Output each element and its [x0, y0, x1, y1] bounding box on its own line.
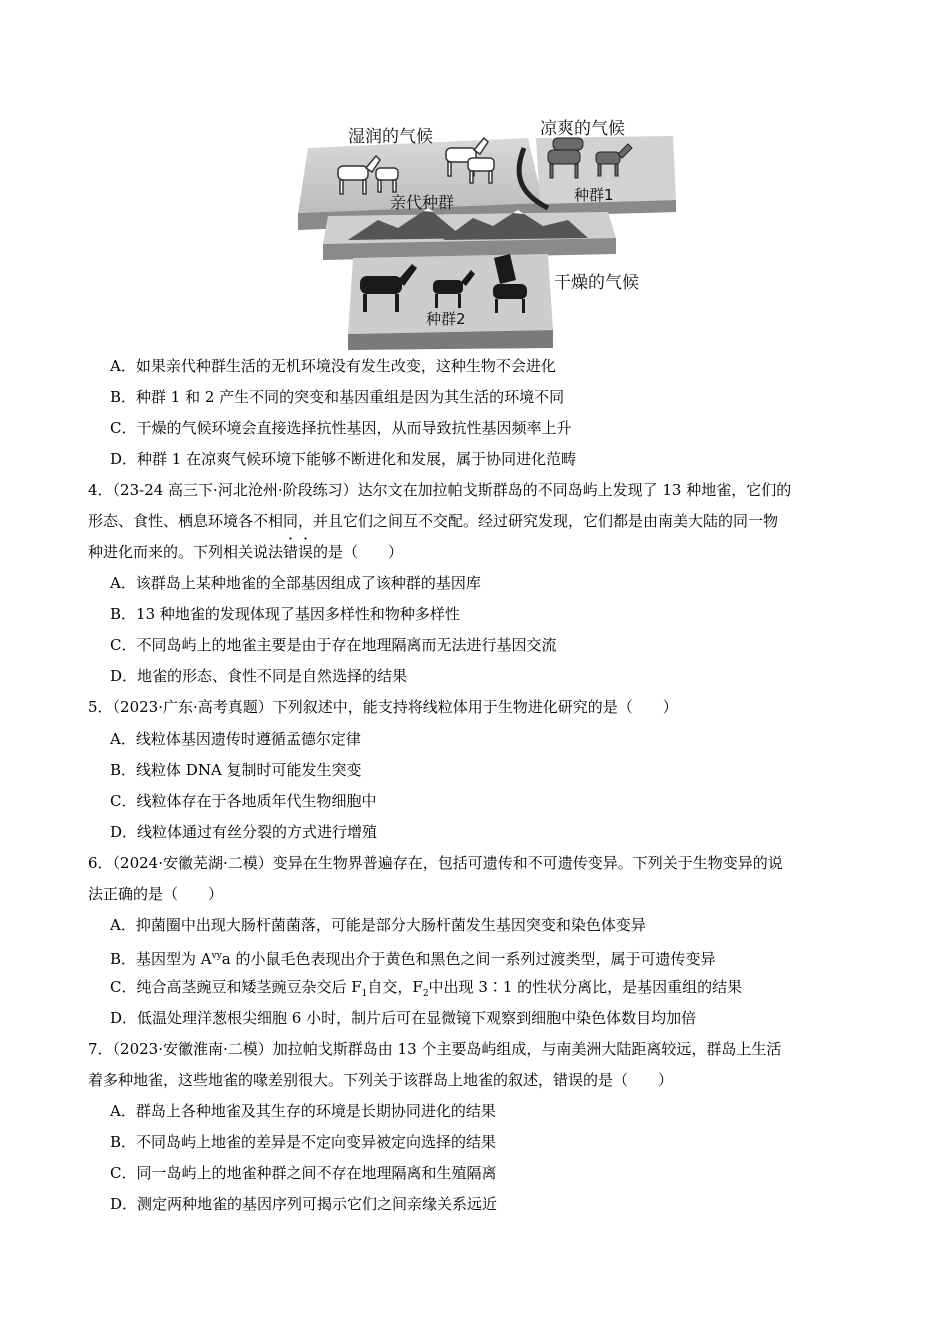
- q5-stem: 5．（2023·广东·高考真题）下列叙述中，能支持将线粒体用于生物进化研究的是（ ）: [88, 698, 678, 716]
- q4-stem-pre: 种进化而来的。下列相关说法: [88, 543, 284, 561]
- emphasis-char-1: 错: [283, 543, 299, 561]
- q6-stem-line1: 6．（2024·安徽芜湖·二模）变异在生物界普遍存在，包括可遗传和不可遗传变异。下列关于生物变异的说: [88, 854, 783, 872]
- q6-stem-line2: 法正确的是（ ）: [88, 885, 224, 903]
- emphasis-char-2: 误: [298, 543, 314, 561]
- label-parent-population: 亲代种群: [390, 193, 455, 212]
- q7-stem-line1: 7．（2023·安徽淮南·二模）加拉帕戈斯群岛由 13 个主要岛屿组成，与南美洲大陆距离较远，群岛上生活: [88, 1040, 782, 1058]
- q4-stem-line3: [88, 542, 403, 562]
- label-cool-climate: 凉爽的气候: [540, 119, 625, 139]
- q7-option-b: B．不同岛屿上地雀的差异是不定向变异被定向选择的结果: [110, 1133, 497, 1151]
- q6-option-a: A．抑菌圈中出现大肠杆菌菌落，可能是部分大肠杆菌发生基因突变和染色体变异: [110, 916, 646, 934]
- q4-option-d: D．地雀的形态、食性不同是自然选择的结果: [110, 667, 408, 685]
- evolution-figure: [278, 108, 678, 350]
- q6-c-sub1: 1: [361, 989, 368, 999]
- q4-option-c: C．不同岛屿上的地雀主要是由于存在地理隔离而无法进行基因交流: [110, 636, 557, 654]
- q4-stem-post: 的是（ ）: [313, 543, 404, 561]
- q7-option-c: C．同一岛屿上的地雀种群之间不存在地理隔离和生殖隔离: [110, 1164, 497, 1182]
- q4-stem-line1: 4．（23-24 高三下·河北沧州·阶段练习）达尔文在加拉帕戈斯群岛的不同岛屿上发现了 13 种地雀，它们的: [88, 481, 792, 499]
- q4-option-a: A．该群岛上某种地雀的全部基因组成了该种群的基因库: [110, 574, 481, 592]
- q6-option-d: D．低温处理洋葱根尖细胞 6 小时，制片后可在显微镜下观察到细胞中染色体数目均加倍: [110, 1009, 697, 1027]
- q3-option-d: D．种群 1 在凉爽气候环境下能够不断进化和发展，属于协同进化范畴: [110, 450, 577, 468]
- label-population-2: 种群2: [426, 310, 466, 328]
- q6-c-mid: 自交，F: [367, 978, 423, 996]
- q4-stem-line2: 形态、食性、栖息环境各不相同，并且它们之间互不交配。经过研究发现，它们都是由南美大陆的同一物: [88, 512, 779, 530]
- q3-option-b: B．种群 1 和 2 产生不同的突变和基因重组是因为其生活的环境不同: [110, 388, 565, 406]
- q7-option-d: D．测定两种地雀的基因序列可揭示它们之间亲缘关系远近: [110, 1195, 498, 1213]
- label-population-1: 种群1: [574, 186, 614, 204]
- q6-c-pre: C．纯合高茎豌豆和矮茎豌豆杂交后 F: [110, 978, 362, 996]
- q6-b-post: a 的小鼠毛色表现出介于黄色和黑色之间一系列过渡类型，属于可遗传变异: [221, 950, 716, 968]
- q5-option-d: D．线粒体通过有丝分裂的方式进行增殖: [110, 823, 378, 841]
- q5-option-b: B．线粒体 DNA 复制时可能发生突变: [110, 761, 362, 779]
- q3-option-a: A．如果亲代种群生活的无机环境没有发生改变，这种生物不会进化: [110, 357, 556, 375]
- q6-c-sub2: 2: [422, 989, 429, 999]
- q6-b-pre: B．基因型为 A: [110, 950, 212, 968]
- q7-option-a: A．群岛上各种地雀及其生存的环境是长期协同进化的结果: [110, 1102, 496, 1120]
- q6-option-c: [110, 977, 742, 1004]
- evolution-diagram: [278, 108, 678, 350]
- q5-option-a: A．线粒体基因遗传时遵循孟德尔定律: [110, 730, 361, 748]
- label-dry-climate: 干燥的气候: [554, 273, 639, 293]
- q6-b-superscript: vy: [211, 951, 222, 961]
- q6-option-b: [110, 946, 716, 969]
- q7-stem-line2: 着多种地雀，这些地雀的喙差别很大。下列关于该群岛上地雀的叙述，错误的是（ ）: [88, 1071, 674, 1089]
- q3-option-c: C．干燥的气候环境会直接选择抗性基因，从而导致抗性基因频率上升: [110, 419, 572, 437]
- q5-option-c: C．线粒体存在于各地质年代生物细胞中: [110, 792, 377, 810]
- q4-option-b: B．13 种地雀的发现体现了基因多样性和物种多样性: [110, 605, 460, 623]
- label-humid-climate: 湿润的气候: [348, 127, 433, 147]
- q6-c-post: 中出现 3∶1 的性状分离比，是基因重组的结果: [428, 978, 743, 996]
